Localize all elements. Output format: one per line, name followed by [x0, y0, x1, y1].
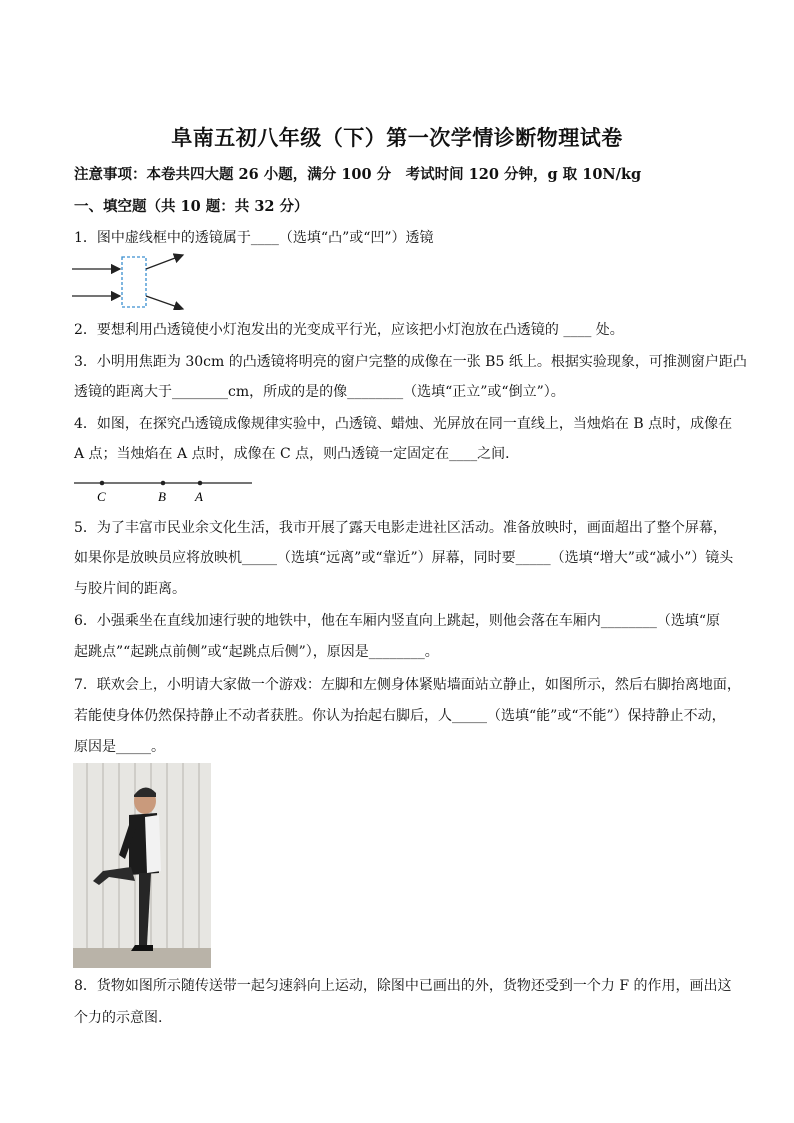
outgoing-ray-top	[146, 255, 183, 269]
question-7-line-3: 原因是_____。	[74, 739, 165, 755]
lens-diagram	[70, 252, 190, 310]
question-5-line-2: 如果你是放映员应将放映机_____（选填“远离”或“靠近”）屏幕，同时要_____（选填“增大”或“减小”）镜头	[74, 550, 734, 566]
section-heading-fill-in: 一、填空题（共 10 题：共 32 分）	[74, 198, 309, 215]
point-label-a: A	[195, 489, 203, 504]
question-2: 2．要想利用凸透镜使小灯泡发出的光变成平行光，应该把小灯泡放在凸透镜的 ____ 处。	[74, 322, 624, 338]
question-7-line-1: 7．联欢会上，小明请大家做一个游戏：左脚和左侧身体紧贴墙面站立静止，如图所示，然后右脚抬离地面，	[74, 677, 741, 693]
question-8-line-2: 个力的示意图.	[74, 1010, 163, 1026]
question-5-line-1: 5．为了丰富市民业余文化生活，我市开展了露天电影走进社区活动。准备放映时，画面超出了整个屏幕，	[74, 520, 727, 536]
point-c	[100, 481, 105, 486]
point-label-c: C	[97, 489, 106, 504]
dashed-lens-box	[122, 257, 146, 307]
point-label-b: B	[158, 489, 166, 504]
question-8-line-1: 8．货物如图所示随传送带一起匀速斜向上运动，除图中已画出的外，货物还受到一个力 F 的作用，画出这	[74, 978, 732, 994]
point-a	[198, 481, 203, 486]
question-5-line-3: 与胶片间的距离。	[74, 581, 186, 597]
page-title: 阜南五初八年级（下）第一次学情诊断物理试卷	[171, 126, 623, 150]
question-7-line-2: 若能使身体仍然保持静止不动者获胜。你认为抬起右脚后，人_____（选填“能”或“不能”）保持静止不动，	[74, 708, 726, 724]
question-6-line-1: 6．小强乘坐在直线加速行驶的地铁中，他在车厢内竖直向上跳起，则他会落在车厢内________（选填“原	[74, 613, 721, 629]
question-3-line-1: 3．小明用焦距为 30cm 的凸透镜将明亮的窗户完整的成像在一张 B5 纸上。根据实验现象，可推测窗户距凸	[74, 354, 747, 370]
outgoing-ray-bottom	[146, 296, 183, 309]
question-4-line-2: A 点；当烛焰在 A 点时，成像在 C 点，则凸透镜一定固定在____之间．	[74, 446, 520, 462]
person-against-wall-photo	[73, 763, 211, 968]
point-b	[161, 481, 166, 486]
question-6-line-2: 起跳点”“起跳点前侧”或“起跳点后侧”），原因是________。	[74, 644, 439, 660]
exam-notice: 注意事项：本卷共四大题 26 小题，满分 100 分 考试时间 120 分钟，g 取 10N/kg	[74, 166, 642, 183]
question-3-line-2: 透镜的距离大于________cm，所成的是的像________（选填“正立”或“倒立”）。	[74, 384, 565, 400]
question-4-line-1: 4．如图，在探究凸透镜成像规律实验中，凸透镜、蜡烛、光屏放在同一直线上，当烛焰在 B 点时，成像在	[74, 416, 733, 432]
question-1: 1．图中虚线框中的透镜属于____（选填“凸”或“凹”）透镜	[74, 230, 434, 246]
point-line-diagram	[72, 474, 262, 508]
